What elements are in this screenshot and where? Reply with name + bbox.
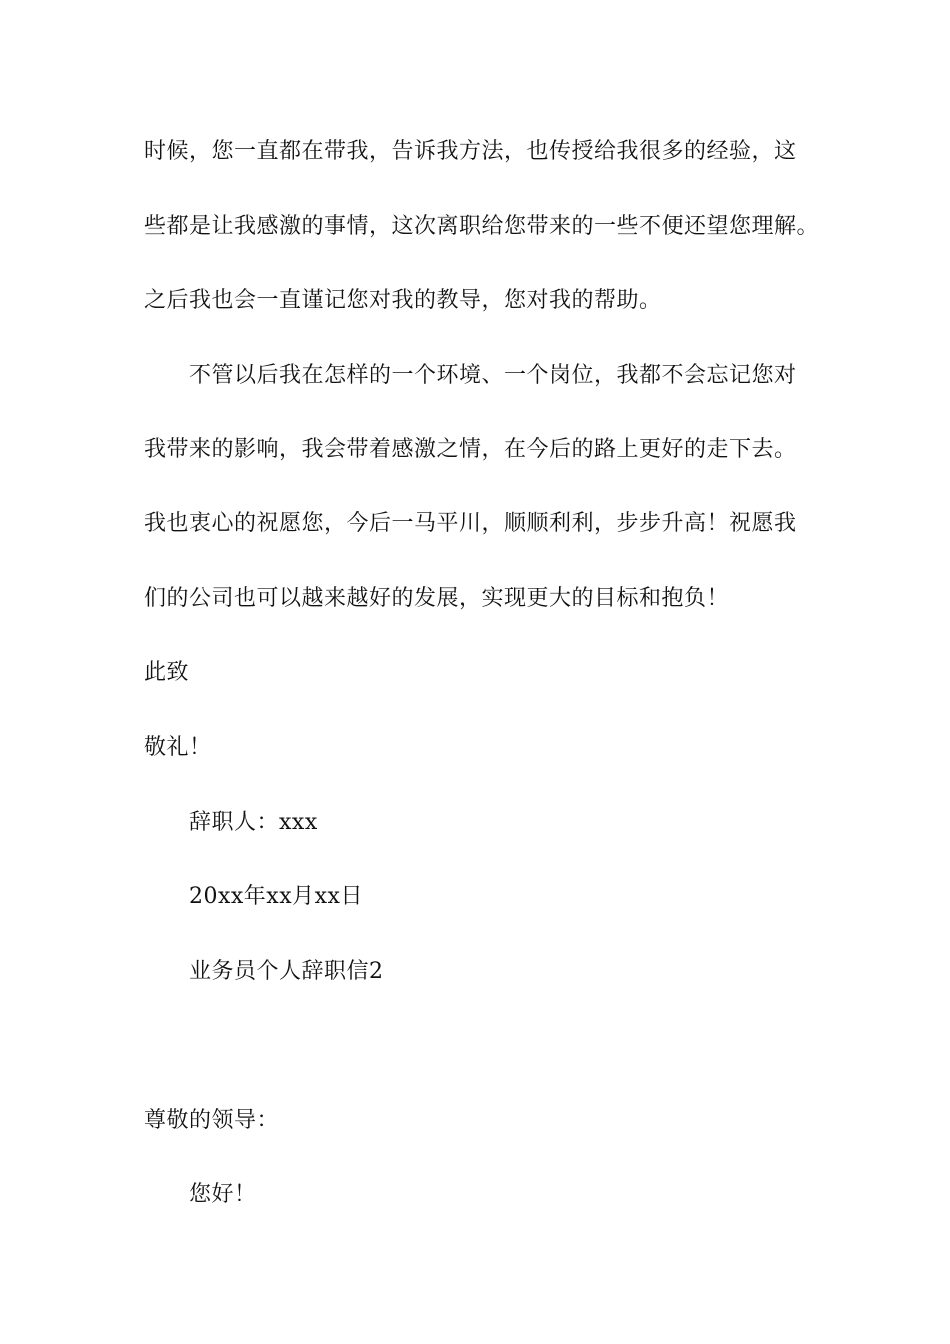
body-line: 们的公司也可以越来越好的发展，实现更大的目标和抱负！ — [144, 586, 730, 611]
body-line: 我带来的影响，我会带着感激之情，在今后的路上更好的走下去。 — [144, 437, 797, 462]
greeting-hello: 您好！ — [189, 1182, 257, 1207]
paragraph-start-line: 不管以后我在怎样的一个环境、一个岗位，我都不会忘记您对 — [189, 363, 797, 388]
greeting-recipient: 尊敬的领导： — [144, 1108, 280, 1133]
body-line: 时候，您一直都在带我，告诉我方法，也传授给我很多的经验，这 — [144, 139, 797, 164]
closing-salute: 敬礼！ — [144, 735, 212, 760]
closing-phrase: 此致 — [144, 660, 190, 685]
body-line: 我也衷心的祝愿您，今后一马平川，顺顺利利，步步升高！祝愿我 — [144, 511, 797, 536]
signature-name: 辞职人：xxx — [189, 810, 318, 835]
signature-date: 20xx年xx月xx日 — [189, 884, 363, 909]
body-line: 些都是让我感激的事情，这次离职给您带来的一些不便还望您理解。 — [144, 214, 820, 239]
body-line: 之后我也会一直谨记您对我的教导，您对我的帮助。 — [144, 288, 662, 313]
section-title: 业务员个人辞职信2 — [189, 959, 384, 984]
